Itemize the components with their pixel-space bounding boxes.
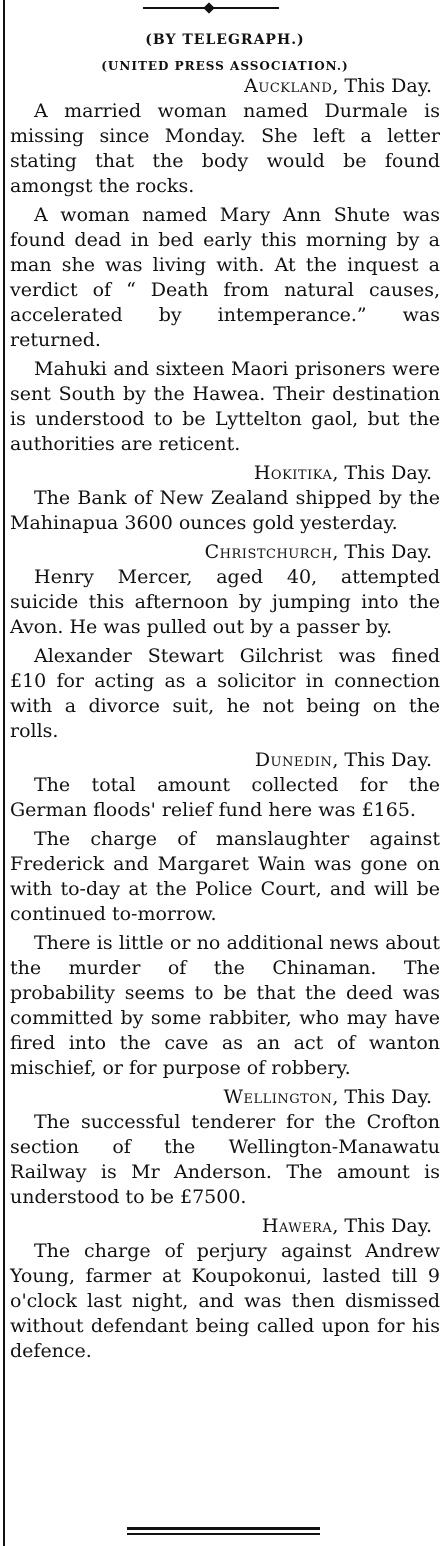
news-paragraph: The successful tenderer for the Crofton section of the Wellington-Manawatu Railway is Mr Anderson. The amount is understood to be £7500. (10, 1111, 440, 1208)
dateline-suffix: , This Day. (332, 1086, 432, 1108)
news-article (10, 24, 440, 1368)
section-auckland (10, 74, 440, 457)
dateline (10, 1085, 440, 1110)
news-paragraph: The total amount collected for the German floods' relief fund here was £165. (10, 774, 440, 821)
telegraph-heading: (BY TELEGRAPH.) (145, 32, 305, 48)
news-paragraph: A married woman named Durmale is missing since Monday. She left a letter stating that the body would be found amongst the rocks. (10, 100, 440, 197)
association-heading: (UNITED PRESS ASSOCIATION.) (101, 59, 349, 73)
ornament-diamond (203, 2, 214, 13)
section-hokitika (10, 461, 440, 536)
news-paragraph: The Bank of New Zealand shipped by the Mahinapua 3600 ounces gold yesterday. (10, 487, 440, 534)
column-left-rule (3, 0, 5, 1546)
section-dunedin (10, 748, 440, 1081)
dateline (10, 1214, 440, 1239)
news-paragraph: Mahuki and sixteen Maori prisoners were sent South by the Hawea. Their destination is understood to be Lyttelton gaol, but the authorities are reticent. (10, 358, 440, 455)
dateline-place: Dunedin (254, 749, 333, 771)
dateline-place: Hokitika (253, 462, 333, 484)
section-christchurch (10, 540, 440, 744)
dateline (10, 461, 440, 486)
dateline-place: Wellington (223, 1086, 333, 1108)
bottom-double-rule-lower (127, 1533, 320, 1535)
news-paragraph: Alexander Stewart Gilchrist was fined £10 for acting as a solicitor in connection with a divorce suit, he not being on the rolls. (10, 645, 440, 742)
dateline-place: Hawera (261, 1215, 333, 1237)
dateline-suffix: , This Day. (332, 1215, 432, 1237)
dateline (10, 748, 440, 773)
bottom-double-rule-upper (127, 1527, 320, 1530)
news-paragraph: There is little or no additional news about the murder of the Chinaman. The probability seems to be that the deed was committed by some rabbiter, who may have fired into the cave as an act of wanton mischief, or for purpose of robbery. (10, 932, 440, 1079)
dateline (10, 540, 440, 565)
news-paragraph: Henry Mercer, aged 40, attempted suicide this afternoon by jumping into the Avon. He was pulled out by a passer by. (10, 566, 440, 638)
top-ornament-rule (143, 4, 279, 12)
dateline-suffix: , This Day. (332, 541, 432, 563)
dateline-suffix: , This Day. (332, 749, 432, 771)
news-paragraph: The charge of manslaughter against Frederick and Margaret Wain was gone on with to-day at the Police Court, and will be continued to-morrow. (10, 828, 440, 925)
news-paragraph: A woman named Mary Ann Shute was found dead in bed early this morning by a man she was living with. At the inquest a verdict of “ Death from natural causes, accelerated by intemperance.” was returned. (10, 204, 440, 351)
dateline-suffix: , This Day. (332, 75, 432, 97)
news-paragraph: The charge of perjury against Andrew Young, farmer at Koupokonui, lasted till 9 o'clock last night, and was then dismissed without defendant being called upon for his defence. (10, 1240, 440, 1362)
section-hawera (10, 1214, 440, 1364)
section-wellington (10, 1085, 440, 1210)
dateline-place: Auckland (244, 75, 333, 97)
dateline-suffix: , This Day. (332, 462, 432, 484)
dateline-place: Christchurch (204, 541, 333, 563)
